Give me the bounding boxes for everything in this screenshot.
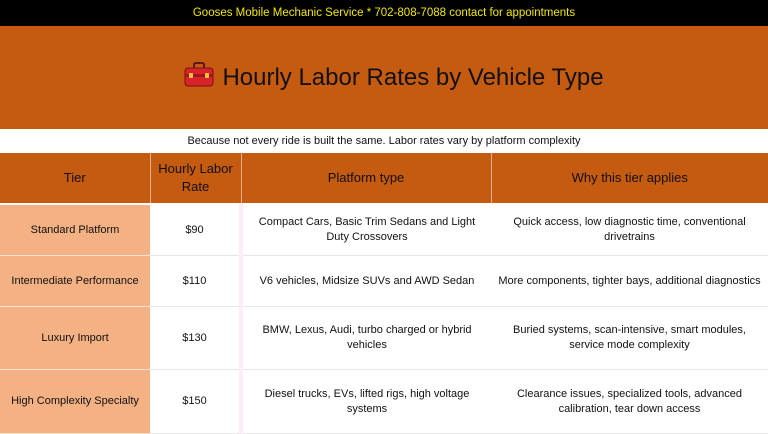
platform-cell: Compact Cars, Basic Trim Sedans and Light Duty Crossovers: [241, 204, 491, 256]
rate-cell: $130: [150, 307, 241, 370]
rate-cell: $110: [150, 256, 241, 307]
tier-cell: Luxury Import: [0, 307, 150, 370]
column-header-why: Why this tier applies: [491, 153, 768, 204]
page-title: Hourly Labor Rates by Vehicle Type: [222, 63, 604, 91]
column-header-tier: Tier: [0, 153, 150, 204]
table-row: [0, 204, 768, 256]
column-header-platform: Platform type: [241, 153, 491, 204]
page-subtitle: Because not every ride is built the same. Labor rates vary by platform complexity: [187, 135, 581, 147]
tier-cell: Intermediate Performance: [0, 256, 150, 307]
table-row: [0, 370, 768, 434]
platform-cell: Diesel trucks, EVs, lifted rigs, high voltage systems: [241, 370, 491, 434]
reason-cell: Clearance issues, specialized tools, advanced calibration, tear down access: [491, 370, 768, 434]
reason-cell: More components, tighter bays, additional diagnostics: [491, 256, 768, 307]
column-header-rate: Hourly Labor Rate: [150, 153, 241, 204]
table-row: [0, 307, 768, 370]
table-row: [0, 256, 768, 307]
labor-rate-table: [0, 153, 768, 434]
reason-cell: Buried systems, scan-intensive, smart modules, service mode complexity: [491, 307, 768, 370]
rate-cell: $90: [150, 204, 241, 256]
table-header-row: [0, 153, 768, 204]
rate-cell: $150: [150, 370, 241, 434]
contact-bar: [0, 0, 768, 26]
platform-cell: BMW, Lexus, Audi, turbo charged or hybrid vehicles: [241, 307, 491, 370]
tier-cell: Standard Platform: [0, 204, 150, 256]
contact-text: Gooses Mobile Mechanic Service * 702-808-7088 contact for appointments: [192, 7, 576, 19]
title-banner: [0, 26, 768, 129]
platform-cell: V6 vehicles, Midsize SUVs and AWD Sedan: [241, 256, 491, 307]
reason-cell: Quick access, low diagnostic time, conventional drivetrains: [491, 204, 768, 256]
tier-cell: High Complexity Specialty: [0, 370, 150, 434]
toolbox-icon: [184, 62, 214, 93]
